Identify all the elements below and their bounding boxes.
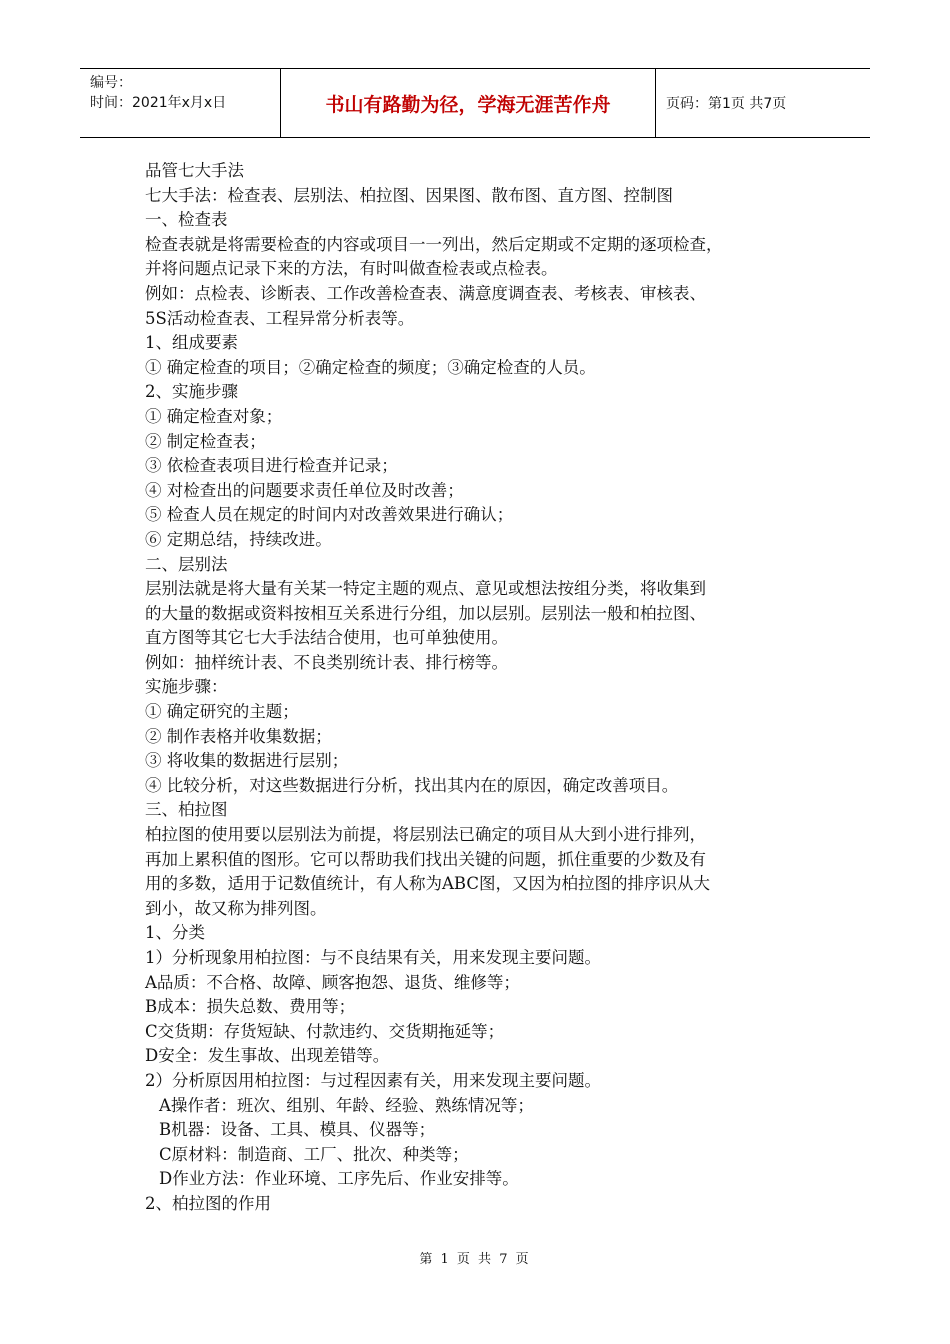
text-line: 层别法就是将大量有关某一特定主题的观点、意见或想法按组分类，将收集到 xyxy=(145,579,706,599)
doc-title: 品管七大手法 xyxy=(145,161,244,180)
list-item: B成本：损失总数、费用等； xyxy=(145,997,356,1017)
list-item: A操作者：班次、组别、年龄、经验、熟练情况等； xyxy=(159,1095,534,1115)
page-header xyxy=(80,68,870,138)
subsection-heading: 2、实施步骤 xyxy=(145,382,238,402)
header-motto: 书山有路勤为径，学海无涯苦作舟 xyxy=(280,69,656,137)
subsection-heading: 1、分类 xyxy=(145,923,205,943)
list-item: C交货期：存货短缺、付款违约、交货期拖延等； xyxy=(145,1021,505,1041)
text-line: 直方图等其它七大手法结合使用，也可单独使用。 xyxy=(145,628,508,648)
text-line: 5S活动检查表、工程异常分析表等。 xyxy=(145,308,415,328)
page-footer: 第 1 页 共 7 页 xyxy=(419,1252,531,1267)
header-left-cell xyxy=(80,69,280,137)
text-line: 七大手法：检查表、层别法、柏拉图、因果图、散布图、直方图、控制图 xyxy=(145,185,673,205)
text-line: 1）分析现象用柏拉图：与不良结果有关，用来发现主要问题。 xyxy=(145,948,601,967)
text-line: 例如：点检表、诊断表、工作改善检查表、满意度调查表、考核表、审核表、 xyxy=(145,283,706,303)
text-line: 检查表就是将需要检查的内容或项目一一列出，然后定期或不定期的逐项检查， xyxy=(145,234,723,254)
section-heading: 一、检查表 xyxy=(145,210,228,230)
list-item: D安全：发生事故、出现差错等。 xyxy=(145,1046,390,1066)
time-label: 时间：2021年x月x日 xyxy=(90,95,227,111)
document-body xyxy=(145,159,810,1217)
text-line: 柏拉图的使用要以层别法为前提，将层别法已确定的项目从大到小进行排列， xyxy=(145,825,706,845)
list-item: C原材料：制造商、工厂、批次、种类等； xyxy=(159,1144,469,1164)
text-line: 用的多数，适用于记数值统计，有人称为ABC图，又因为柏拉图的排序识从大 xyxy=(145,874,710,894)
list-item: ① 确定研究的主题； xyxy=(145,702,299,722)
subsection-heading: 1、组成要素 xyxy=(145,333,238,353)
list-item: ④ 对检查出的问题要求责任单位及时改善； xyxy=(145,480,464,500)
text-line: 2）分析原因用柏拉图：与过程因素有关，用来发现主要问题。 xyxy=(145,1070,601,1090)
list-item: ⑤ 检查人员在规定的时间内对改善效果进行确认； xyxy=(145,505,514,525)
number-label: 编号： xyxy=(90,75,132,91)
text-line: 并将问题点记录下来的方法，有时叫做查检表或点检表。 xyxy=(145,259,558,279)
section-heading: 二、层别法 xyxy=(145,554,228,574)
header-page-info: 页码：第1页 共7页 xyxy=(666,96,787,112)
list-item: ⑥ 定期总结，持续改进。 xyxy=(145,529,332,549)
list-item: ① 确定检查对象； xyxy=(145,406,283,426)
list-item: D作业方法：作业环境、工序先后、作业安排等。 xyxy=(159,1169,519,1189)
list-item: ② 制作表格并收集数据； xyxy=(145,726,332,746)
text-line: 例如：抽样统计表、不良类别统计表、排行榜等。 xyxy=(145,652,508,672)
text-line: ① 确定检查的项目；②确定检查的频度；③确定检查的人员。 xyxy=(145,357,596,377)
text-line: 的大量的数据或资料按相互关系进行分组，加以层别。层别法一般和柏拉图、 xyxy=(145,603,706,623)
list-item: ② 制定检查表； xyxy=(145,431,266,451)
text-line: 到小，故又称为排列图。 xyxy=(145,898,327,918)
section-heading: 三、柏拉图 xyxy=(145,800,228,820)
text-line: 实施步骤： xyxy=(145,677,228,697)
subsection-heading: 2、柏拉图的作用 xyxy=(145,1193,271,1213)
list-item: A品质：不合格、故障、顾客抱怨、退货、维修等； xyxy=(145,972,520,992)
list-item: B机器：设备、工具、模具、仪器等； xyxy=(159,1120,436,1140)
list-item: ④ 比较分析，对这些数据进行分析，找出其内在的原因，确定改善项目。 xyxy=(145,775,679,795)
list-item: ③ 将收集的数据进行层别； xyxy=(145,751,349,771)
list-item: ③ 依检查表项目进行检查并记录； xyxy=(145,456,398,476)
text-line: 再加上累积值的图形。它可以帮助我们找出关键的问题，抓住重要的少数及有 xyxy=(145,849,706,869)
